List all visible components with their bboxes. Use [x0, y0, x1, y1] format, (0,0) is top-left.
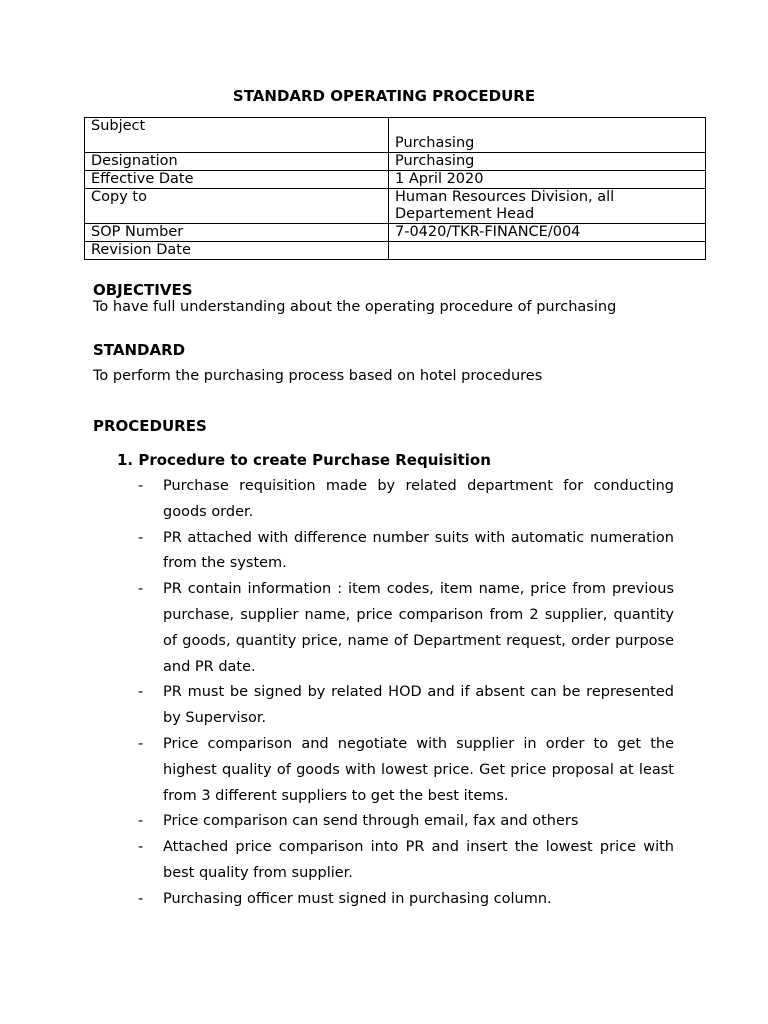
document-title: STANDARD OPERATING PROCEDURE: [232, 87, 536, 105]
bullet-dash: -: [138, 478, 144, 494]
list-item-text: PR contain information : item codes, item name, price from previous purchase, supplier name, price comparison from 2 supplier, quantity of goods, quantity price, name of Department request, order purpose and PR date.: [163, 581, 674, 675]
objectives-heading: OBJECTIVES: [93, 281, 193, 299]
list-item-text: Attached price comparison into PR and insert the lowest price with best quality from supplier.: [163, 839, 674, 881]
table-row: [85, 189, 706, 224]
table-cell-key: Effective Date: [85, 171, 389, 189]
bullet-dash: -: [138, 890, 144, 907]
bullet-dash: -: [138, 581, 144, 598]
bullet-dash: -: [138, 735, 144, 752]
table-cell-value: [389, 242, 706, 260]
table-cell-value: Human Resources Division, all Departement Head: [389, 189, 706, 224]
table-cell-key: Copy to: [85, 189, 389, 224]
table-cell-key: SOP Number: [85, 224, 389, 242]
list-item-text: Purchasing officer must signed in purchasing column.: [163, 890, 552, 907]
list-item-text: PR must be signed by related HOD and if absent can be represented by Supervisor.: [163, 684, 674, 727]
table-cell-value: 1 April 2020: [389, 171, 706, 189]
bullet-dash: -: [138, 839, 144, 856]
list-item: [138, 887, 674, 913]
standard-text: To perform the purchasing process based on hotel procedures: [93, 368, 543, 384]
table-row: [85, 118, 706, 153]
procedures-heading: PROCEDURES: [93, 417, 207, 435]
list-item: [138, 474, 674, 526]
standard-heading: STANDARD: [93, 341, 186, 359]
list-item: [138, 680, 674, 732]
sop-info-table: [84, 117, 706, 260]
list-item-text: Price comparison and negotiate with supplier in order to get the highest quality of goods with lowest price. Get price proposal at least from 3 different suppliers to get the best items.: [163, 735, 674, 804]
table-row: [85, 171, 706, 189]
list-item-text: Price comparison can send through email, fax and others: [163, 813, 579, 830]
procedure-steps-list: [138, 474, 674, 913]
bullet-dash: -: [138, 684, 144, 701]
objectives-text: To have full understanding about the operating procedure of purchasing: [93, 299, 617, 315]
table-cell-key: Subject: [85, 118, 389, 153]
procedure-subheading: 1. Procedure to create Purchase Requisition: [117, 451, 491, 469]
table-cell-value: Purchasing: [389, 153, 706, 171]
list-item-text: PR attached with difference number suits with automatic numeration from the system.: [163, 529, 674, 572]
table-cell-value: Purchasing: [389, 118, 706, 153]
list-item-text: Purchase requisition made by related department for conducting goods order.: [163, 478, 674, 520]
table-cell-key: Designation: [85, 153, 389, 171]
bullet-dash: -: [138, 529, 144, 546]
list-item: [138, 577, 674, 680]
list-item: [138, 835, 674, 887]
list-item: [138, 809, 674, 835]
list-item: [138, 732, 674, 809]
table-row: [85, 153, 706, 171]
list-item: [138, 526, 674, 578]
bullet-dash: -: [138, 813, 144, 830]
table-row: [85, 224, 706, 242]
table-row: [85, 242, 706, 260]
table-cell-key: Revision Date: [85, 242, 389, 260]
table-cell-value: 7-0420/TKR-FINANCE/004: [389, 224, 706, 242]
